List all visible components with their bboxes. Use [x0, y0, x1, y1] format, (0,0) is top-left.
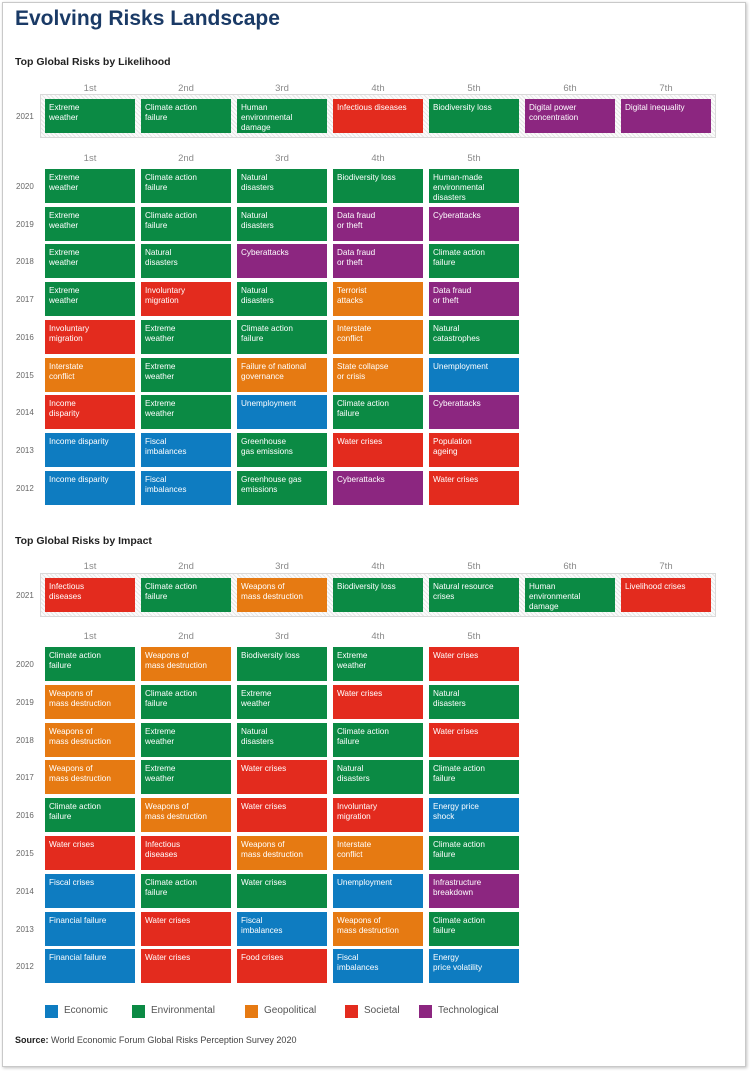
- likelihood-risk-cell: Greenhouse gas emissions: [237, 471, 327, 505]
- impact-risk-cell: Fiscal crises: [45, 874, 135, 908]
- legend-swatch: [245, 1005, 258, 1018]
- impact-2021-col-header: 7th: [659, 561, 673, 572]
- impact-section-title: Top Global Risks by Impact: [15, 535, 152, 547]
- likelihood-risk-cell: Terrorist attacks: [333, 282, 423, 316]
- likelihood-risk-cell: Natural disasters: [141, 244, 231, 278]
- likelihood-2021-col-header: 3rd: [275, 83, 289, 94]
- impact-col-header: 3rd: [275, 631, 289, 642]
- impact-risk-cell: Water crises: [45, 836, 135, 870]
- likelihood-col-header: 3rd: [275, 153, 289, 164]
- likelihood-risk-cell: Natural disasters: [237, 169, 327, 203]
- impact-risk-cell: Extreme weather: [333, 647, 423, 681]
- impact-risk-cell: Water crises: [237, 760, 327, 794]
- impact-risk-cell: Water crises: [141, 912, 231, 946]
- likelihood-risk-cell: Data fraud or theft: [429, 282, 519, 316]
- likelihood-year-label: 2020: [16, 182, 34, 191]
- impact-risk-cell: Food crises: [237, 949, 327, 983]
- likelihood-year-label: 2018: [16, 257, 34, 266]
- likelihood-risk-cell: Climate action failure: [333, 395, 423, 429]
- impact-col-header: 5th: [467, 631, 481, 642]
- impact-risk-cell: Infrastructure breakdown: [429, 874, 519, 908]
- impact-2021-col-header: 6th: [563, 561, 577, 572]
- impact-2021-risk-cell: Biodiversity loss: [333, 578, 423, 612]
- likelihood-risk-cell: Involuntary migration: [141, 282, 231, 316]
- impact-2021-risk-cell: Climate action failure: [141, 578, 231, 612]
- impact-risk-cell: Climate action failure: [141, 685, 231, 719]
- impact-risk-cell: Weapons of mass destruction: [333, 912, 423, 946]
- likelihood-year-label: 2013: [16, 446, 34, 455]
- impact-risk-cell: Weapons of mass destruction: [45, 723, 135, 757]
- likelihood-risk-cell: Interstate conflict: [45, 358, 135, 392]
- likelihood-risk-cell: Climate action failure: [141, 207, 231, 241]
- likelihood-2021-col-header: 2nd: [178, 83, 194, 94]
- impact-year-label: 2018: [16, 736, 34, 745]
- impact-year-label: 2012: [16, 962, 34, 971]
- likelihood-risk-cell: Natural disasters: [237, 207, 327, 241]
- likelihood-2021-col-header: 4th: [371, 83, 385, 94]
- impact-risk-cell: Extreme weather: [141, 723, 231, 757]
- likelihood-2021-risk-cell: Infectious diseases: [333, 99, 423, 133]
- likelihood-risk-cell: Fiscal imbalances: [141, 471, 231, 505]
- legend-swatch: [345, 1005, 358, 1018]
- likelihood-2021-risk-cell: Climate action failure: [141, 99, 231, 133]
- likelihood-risk-cell: Cyberattacks: [237, 244, 327, 278]
- impact-risk-cell: Weapons of mass destruction: [237, 836, 327, 870]
- impact-risk-cell: Infectious diseases: [141, 836, 231, 870]
- likelihood-year-label: 2015: [16, 371, 34, 380]
- likelihood-risk-cell: Failure of national governance: [237, 358, 327, 392]
- impact-risk-cell: Weapons of mass destruction: [45, 685, 135, 719]
- impact-risk-cell: Energy price shock: [429, 798, 519, 832]
- impact-2021-col-header: 2nd: [178, 561, 194, 572]
- impact-risk-cell: Biodiversity loss: [237, 647, 327, 681]
- impact-risk-cell: Climate action failure: [45, 647, 135, 681]
- impact-risk-cell: Weapons of mass destruction: [141, 798, 231, 832]
- likelihood-risk-cell: Water crises: [333, 433, 423, 467]
- likelihood-risk-cell: Water crises: [429, 471, 519, 505]
- likelihood-col-header: 1st: [83, 153, 97, 164]
- impact-risk-cell: Climate action failure: [333, 723, 423, 757]
- impact-year-label: 2021: [16, 591, 34, 600]
- impact-2021-risk-cell: Livelihood crises: [621, 578, 711, 612]
- likelihood-risk-cell: Natural disasters: [237, 282, 327, 316]
- likelihood-risk-cell: Unemployment: [237, 395, 327, 429]
- likelihood-year-label: 2017: [16, 295, 34, 304]
- impact-col-header: 4th: [371, 631, 385, 642]
- impact-risk-cell: Financial failure: [45, 912, 135, 946]
- impact-risk-cell: Involuntary migration: [333, 798, 423, 832]
- impact-2021-risk-cell: Human environmental damage: [525, 578, 615, 612]
- likelihood-year-label: 2019: [16, 220, 34, 229]
- impact-year-label: 2016: [16, 811, 34, 820]
- impact-year-label: 2017: [16, 773, 34, 782]
- likelihood-risk-cell: Data fraud or theft: [333, 244, 423, 278]
- likelihood-risk-cell: Greenhouse gas emissions: [237, 433, 327, 467]
- legend-label: Technological: [438, 1005, 499, 1016]
- likelihood-risk-cell: Human-made environmental disasters: [429, 169, 519, 203]
- likelihood-risk-cell: Climate action failure: [237, 320, 327, 354]
- impact-risk-cell: Climate action failure: [429, 836, 519, 870]
- impact-2021-risk-cell: Infectious diseases: [45, 578, 135, 612]
- impact-risk-cell: Weapons of mass destruction: [45, 760, 135, 794]
- likelihood-col-header: 2nd: [178, 153, 194, 164]
- impact-risk-cell: Water crises: [429, 647, 519, 681]
- likelihood-risk-cell: Cyberattacks: [429, 207, 519, 241]
- impact-2021-risk-cell: Natural resource crises: [429, 578, 519, 612]
- likelihood-risk-cell: Cyberattacks: [333, 471, 423, 505]
- likelihood-2021-risk-cell: Digital inequality: [621, 99, 711, 133]
- likelihood-2021-col-header: 1st: [83, 83, 97, 94]
- legend-swatch: [45, 1005, 58, 1018]
- likelihood-year-label: 2014: [16, 408, 34, 417]
- likelihood-year-label: 2021: [16, 112, 34, 121]
- impact-risk-cell: Fiscal imbalances: [237, 912, 327, 946]
- likelihood-risk-cell: State collapse or crisis: [333, 358, 423, 392]
- impact-2021-risk-cell: Weapons of mass destruction: [237, 578, 327, 612]
- source-note: [15, 1035, 296, 1045]
- impact-risk-cell: Interstate conflict: [333, 836, 423, 870]
- likelihood-2021-risk-cell: Biodiversity loss: [429, 99, 519, 133]
- likelihood-2021-risk-cell: Extreme weather: [45, 99, 135, 133]
- impact-risk-cell: Climate action failure: [45, 798, 135, 832]
- likelihood-2021-risk-cell: Human environmental damage: [237, 99, 327, 133]
- impact-risk-cell: Energy price volatility: [429, 949, 519, 983]
- likelihood-year-label: 2012: [16, 484, 34, 493]
- impact-risk-cell: Extreme weather: [237, 685, 327, 719]
- likelihood-2021-col-header: 6th: [563, 83, 577, 94]
- likelihood-risk-cell: Extreme weather: [45, 244, 135, 278]
- source-text: World Economic Forum Global Risks Perception Survey 2020: [48, 1035, 297, 1045]
- likelihood-risk-cell: Extreme weather: [141, 358, 231, 392]
- impact-risk-cell: Natural disasters: [237, 723, 327, 757]
- likelihood-risk-cell: Climate action failure: [429, 244, 519, 278]
- likelihood-risk-cell: Involuntary migration: [45, 320, 135, 354]
- legend-label: Environmental: [151, 1005, 215, 1016]
- likelihood-risk-cell: Income disparity: [45, 471, 135, 505]
- impact-year-label: 2015: [16, 849, 34, 858]
- impact-risk-cell: Fiscal imbalances: [333, 949, 423, 983]
- likelihood-risk-cell: Extreme weather: [45, 169, 135, 203]
- legend-label: Economic: [64, 1005, 108, 1016]
- impact-risk-cell: Climate action failure: [429, 760, 519, 794]
- likelihood-risk-cell: Cyberattacks: [429, 395, 519, 429]
- likelihood-risk-cell: Population ageing: [429, 433, 519, 467]
- likelihood-risk-cell: Unemployment: [429, 358, 519, 392]
- page-title: Evolving Risks Landscape: [15, 7, 280, 30]
- impact-year-label: 2019: [16, 698, 34, 707]
- impact-risk-cell: Climate action failure: [141, 874, 231, 908]
- impact-risk-cell: Climate action failure: [429, 912, 519, 946]
- impact-risk-cell: Water crises: [237, 798, 327, 832]
- impact-2021-col-header: 3rd: [275, 561, 289, 572]
- impact-year-label: 2020: [16, 660, 34, 669]
- likelihood-risk-cell: Income disparity: [45, 433, 135, 467]
- impact-risk-cell: Natural disasters: [429, 685, 519, 719]
- likelihood-risk-cell: Income disparity: [45, 395, 135, 429]
- impact-col-header: 1st: [83, 631, 97, 642]
- likelihood-risk-cell: Extreme weather: [141, 320, 231, 354]
- impact-2021-col-header: 1st: [83, 561, 97, 572]
- likelihood-2021-col-header: 5th: [467, 83, 481, 94]
- likelihood-2021-risk-cell: Digital power concentration: [525, 99, 615, 133]
- likelihood-risk-cell: Extreme weather: [45, 282, 135, 316]
- source-label: Source:: [15, 1035, 49, 1045]
- likelihood-col-header: 5th: [467, 153, 481, 164]
- likelihood-risk-cell: Natural catastrophes: [429, 320, 519, 354]
- impact-2021-col-header: 4th: [371, 561, 385, 572]
- legend-swatch: [132, 1005, 145, 1018]
- likelihood-risk-cell: Extreme weather: [141, 395, 231, 429]
- impact-2021-col-header: 5th: [467, 561, 481, 572]
- legend-swatch: [419, 1005, 432, 1018]
- impact-risk-cell: Water crises: [429, 723, 519, 757]
- impact-risk-cell: Water crises: [141, 949, 231, 983]
- likelihood-risk-cell: Biodiversity loss: [333, 169, 423, 203]
- impact-risk-cell: Financial failure: [45, 949, 135, 983]
- likelihood-risk-cell: Fiscal imbalances: [141, 433, 231, 467]
- likelihood-section-title: Top Global Risks by Likelihood: [15, 56, 171, 68]
- impact-risk-cell: Natural disasters: [333, 760, 423, 794]
- impact-risk-cell: Extreme weather: [141, 760, 231, 794]
- impact-risk-cell: Weapons of mass destruction: [141, 647, 231, 681]
- likelihood-risk-cell: Climate action failure: [141, 169, 231, 203]
- legend-label: Societal: [364, 1005, 400, 1016]
- impact-year-label: 2013: [16, 925, 34, 934]
- impact-col-header: 2nd: [178, 631, 194, 642]
- impact-year-label: 2014: [16, 887, 34, 896]
- likelihood-2021-col-header: 7th: [659, 83, 673, 94]
- impact-risk-cell: Water crises: [333, 685, 423, 719]
- likelihood-year-label: 2016: [16, 333, 34, 342]
- likelihood-risk-cell: Extreme weather: [45, 207, 135, 241]
- likelihood-col-header: 4th: [371, 153, 385, 164]
- impact-risk-cell: Water crises: [237, 874, 327, 908]
- likelihood-risk-cell: Interstate conflict: [333, 320, 423, 354]
- impact-risk-cell: Unemployment: [333, 874, 423, 908]
- legend-label: Geopolitical: [264, 1005, 317, 1016]
- likelihood-risk-cell: Data fraud or theft: [333, 207, 423, 241]
